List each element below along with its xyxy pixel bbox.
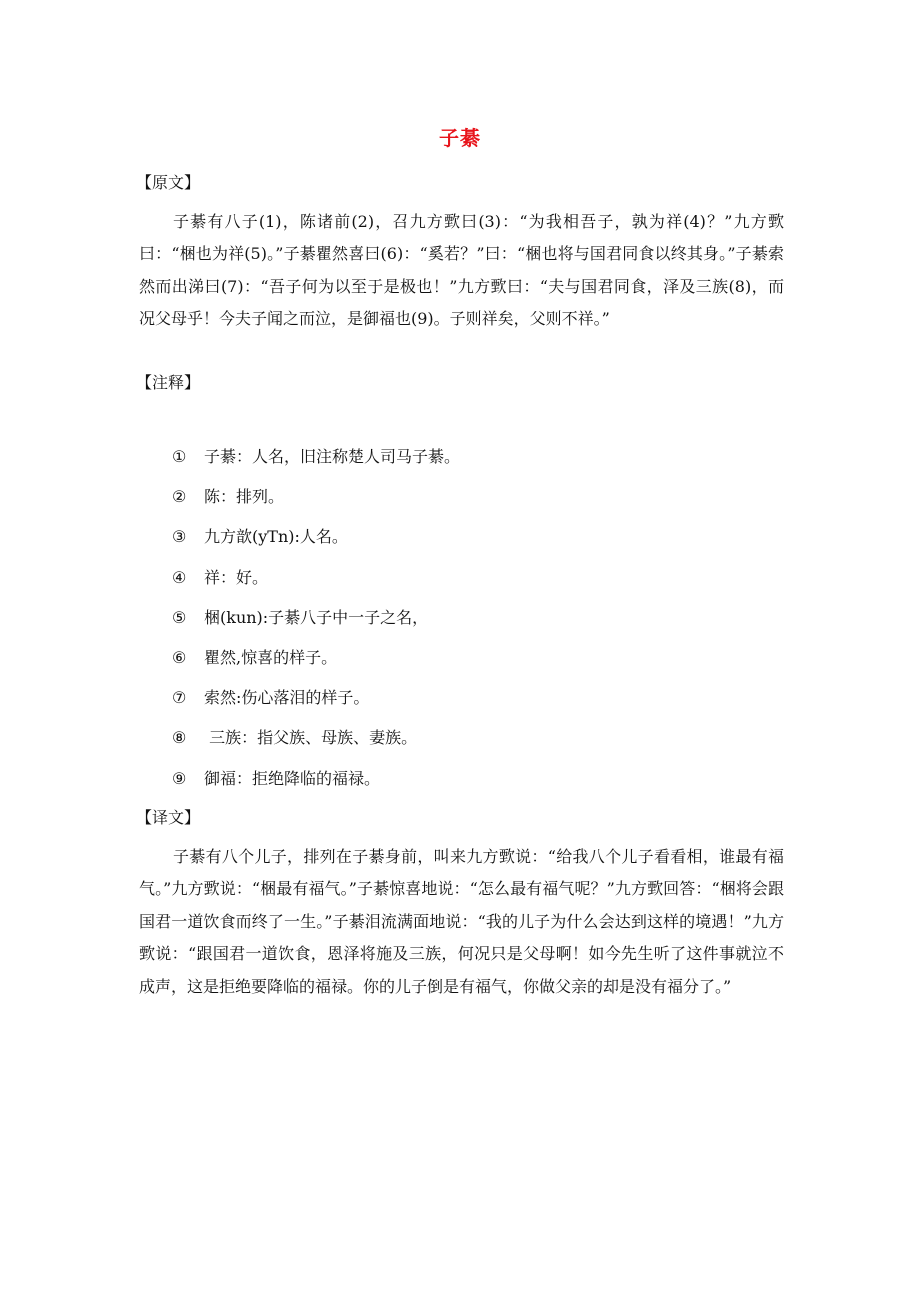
note-number: ⑧	[172, 728, 187, 748]
note-text: 瞿然,惊喜的样子。	[204, 647, 338, 667]
note-text: 御福：拒绝降临的福禄。	[204, 768, 381, 788]
note-number: ②	[172, 487, 187, 507]
note-number: ①	[172, 447, 187, 466]
note-number: ⑨	[172, 768, 187, 788]
page-title: 子綦	[439, 126, 481, 150]
translation-heading: 【译文】	[136, 808, 201, 827]
note-text: 九方歆(yTn):人名。	[204, 527, 348, 547]
note-item	[172, 687, 460, 727]
note-text: 祥：好。	[204, 567, 269, 587]
note-item	[172, 727, 460, 767]
note-item	[172, 567, 460, 607]
note-text: 索然:伤心落泪的样子。	[204, 688, 370, 708]
note-item	[172, 446, 460, 486]
note-text: 子綦：人名，旧注称楚人司马子綦。	[204, 447, 461, 466]
note-item	[172, 768, 460, 808]
translation-text: 子綦有八个儿子，排列在子綦身前，叫来九方歅说：“给我八个儿子看看相，谁最有福气。”九方歅说：“梱最有福气。”子綦惊喜地说：“怎么最有福气呢？”九方歅回答：“梱将会跟国君一道饮食而终了一生。”子綦泪流满面地说：“我的儿子为什么会达到这样的境遇！”九方歅说：“跟国君一道饮食，恩泽将施及三族，何况只是父母啊！如今先生听了这件事就泣不成声，这是拒绝要降临的福禄。你的儿子倒是有福气，你做父亲的却是没有福分了。”	[139, 847, 784, 996]
note-item	[172, 486, 460, 526]
note-number: ⑥	[172, 647, 187, 667]
original-heading: 【原文】	[136, 173, 201, 192]
notes-list	[172, 446, 460, 808]
note-number: ⑤	[172, 607, 187, 627]
note-item	[172, 526, 460, 566]
note-number: ⑦	[172, 688, 187, 708]
note-number: ④	[172, 567, 187, 587]
notes-heading: 【注释】	[136, 373, 201, 392]
note-text: 梱(kun):子綦八子中一子之名，	[204, 607, 429, 627]
original-text: 子綦有八子(1)，陈诸前(2)，召九方歅曰(3)：“为我相吾子，孰为祥(4)？”九方歅曰：“梱也为祥(5)。”子綦瞿然喜曰(6)：“奚若？”曰：“梱也将与国君同食以终其身。”子綦索然而出涕曰(7)：“吾子何为以至于是极也！”九方歅曰：“夫与国君同食，泽及三族(8)，而况父母乎！今夫子闻之而泣，是御福也(9)。子则祥矣，父则不祥。”	[139, 212, 784, 329]
note-number: ③	[172, 527, 187, 547]
note-text: 三族：指父族、母族、妻族。	[204, 728, 418, 748]
note-item	[172, 607, 460, 647]
note-text: 陈：排列。	[204, 487, 285, 507]
note-item	[172, 647, 460, 687]
